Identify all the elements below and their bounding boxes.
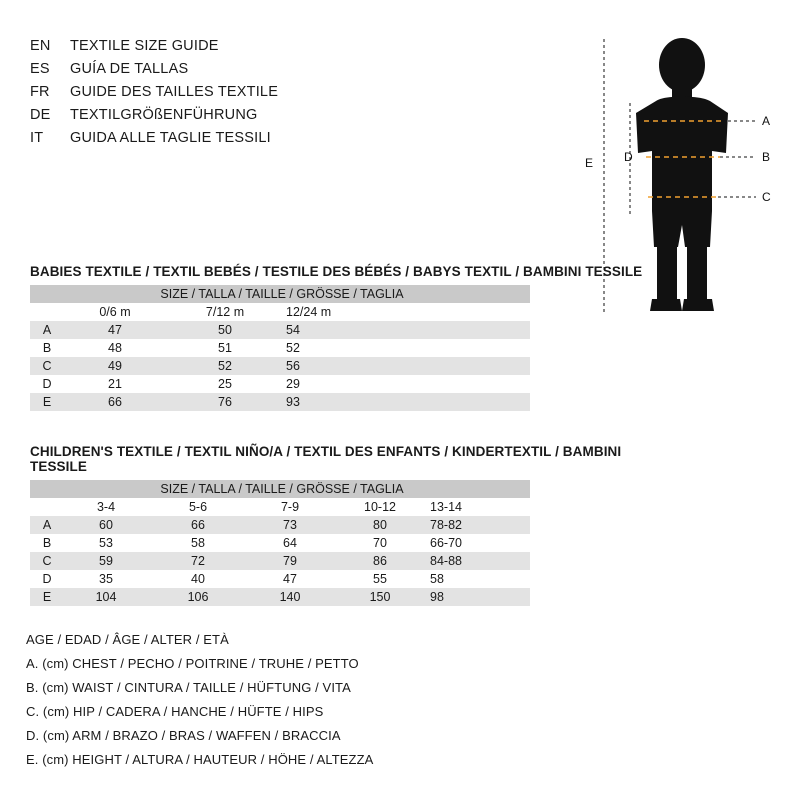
cell-value: 53	[99, 536, 113, 550]
table-row	[30, 357, 530, 375]
legend-block	[26, 628, 526, 772]
cell-value: 47	[108, 323, 122, 337]
row-label: C	[42, 554, 52, 568]
marker-label-a: A	[762, 114, 771, 128]
title-row	[30, 130, 460, 153]
table-row	[30, 321, 530, 339]
title-block	[30, 38, 460, 153]
cell-value: 58	[191, 536, 205, 550]
cell-value: 106	[187, 590, 209, 604]
cell-value: 21	[108, 377, 122, 391]
babies-section	[30, 264, 670, 411]
cell-value: 56	[286, 359, 300, 373]
cell-value: 64	[283, 536, 297, 550]
legend-line-arm: D. (cm) ARM / BRAZO / BRAS / WAFFEN / BRACCIA	[26, 728, 341, 743]
children-size-header: SIZE / TALLA / TAILLE / GRÖSSE / TAGLIA	[30, 480, 530, 498]
title-text: TEXTILE SIZE GUIDE	[70, 38, 219, 54]
cell-value: 55	[373, 572, 387, 586]
title-row	[30, 107, 460, 130]
cell-value: 49	[108, 359, 122, 373]
cell-value: 47	[283, 572, 297, 586]
legend-line-waist: B. (cm) WAIST / CINTURA / TAILLE / HÜFTUNG / VITA	[26, 680, 351, 695]
cell-value: 78-82	[430, 518, 462, 532]
cell-value: 98	[430, 590, 444, 604]
row-label: C	[42, 359, 52, 373]
cell-value: 40	[191, 572, 205, 586]
title-lang-code: ES	[30, 61, 50, 77]
cell-value: 48	[108, 341, 122, 355]
cell-value: 25	[218, 377, 232, 391]
column-header: 0/6 m	[99, 305, 131, 319]
legend-line-age: AGE / EDAD / ÂGE / ALTER / ETÀ	[26, 632, 229, 647]
marker-label-e: E	[585, 156, 594, 170]
column-header: 5-6	[188, 500, 208, 514]
marker-label-d: D	[624, 150, 633, 164]
babies-heading: BABIES TEXTILE / TEXTIL BEBÉS / TESTILE DES BÉBÉS / BABYS TEXTIL / BAMBINI TESSILE	[30, 264, 643, 279]
cell-value: 52	[286, 341, 300, 355]
column-header: 10-12	[364, 500, 396, 514]
row-label: A	[42, 518, 52, 532]
table-row	[30, 375, 530, 393]
cell-value: 79	[283, 554, 297, 568]
children-heading: CHILDREN'S TEXTILE / TEXTIL NIÑO/A / TEXTIL DES ENFANTS / KINDERTEXTIL / BAMBINI TESSILE	[30, 444, 622, 474]
title-lang-code: FR	[30, 84, 50, 100]
cell-value: 93	[286, 395, 300, 409]
title-text: TEXTILGRÖßENFÜHRUNG	[70, 107, 258, 123]
cell-value: 50	[218, 323, 232, 337]
cell-value: 35	[99, 572, 113, 586]
cell-value: 59	[99, 554, 113, 568]
cell-value: 140	[279, 590, 301, 604]
cell-value: 51	[218, 341, 232, 355]
column-header: 12/24 m	[286, 305, 332, 319]
cell-value: 84-88	[430, 554, 462, 568]
cell-value: 60	[99, 518, 113, 532]
babies-size-header: SIZE / TALLA / TAILLE / GRÖSSE / TAGLIA	[30, 285, 530, 303]
column-header: 13-14	[430, 500, 462, 514]
title-text: GUIDA ALLE TAGLIE TESSILI	[70, 130, 271, 146]
cell-value: 80	[373, 518, 387, 532]
title-row	[30, 61, 460, 84]
title-lang-code: DE	[30, 107, 51, 123]
title-row	[30, 84, 460, 107]
cell-value: 73	[283, 518, 297, 532]
cell-value: 54	[286, 323, 300, 337]
cell-value: 66	[108, 395, 122, 409]
title-text: GUIDE DES TAILLES TEXTILE	[70, 84, 279, 100]
table-row	[30, 339, 530, 357]
title-row	[30, 38, 460, 61]
table-row	[30, 588, 530, 606]
children-section	[30, 444, 670, 606]
table-row-columns	[30, 498, 530, 516]
table-row-size-header	[30, 285, 530, 303]
cell-value: 70	[373, 536, 387, 550]
row-label: B	[42, 536, 52, 550]
column-corner	[30, 498, 60, 516]
row-label: B	[42, 341, 52, 355]
row-label: A	[42, 323, 52, 337]
table-row	[30, 393, 530, 411]
cell-value: 52	[218, 359, 232, 373]
legend-line-chest: A. (cm) CHEST / PECHO / POITRINE / TRUHE / PETTO	[26, 656, 359, 671]
table-row-size-header	[30, 480, 530, 498]
table-row	[30, 552, 530, 570]
cell-value: 104	[95, 590, 117, 604]
column-header: 3-4	[96, 500, 116, 514]
legend-line-height: E. (cm) HEIGHT / ALTURA / HAUTEUR / HÖHE / ALTEZZA	[26, 752, 374, 767]
cell-value: 72	[191, 554, 205, 568]
title-lang-code: EN	[30, 38, 51, 54]
cell-value: 66	[191, 518, 205, 532]
table-row-columns	[30, 303, 530, 321]
cell-value: 150	[369, 590, 391, 604]
cell-value: 29	[286, 377, 300, 391]
cell-value: 66-70	[430, 536, 462, 550]
marker-label-c: C	[762, 190, 771, 204]
title-lang-code: IT	[30, 130, 44, 146]
column-header: 7-9	[280, 500, 300, 514]
table-row	[30, 516, 530, 534]
children-size-table	[30, 480, 530, 606]
marker-label-b: B	[762, 150, 771, 164]
cell-value: 76	[218, 395, 232, 409]
babies-size-table	[30, 285, 530, 411]
cell-value: 86	[373, 554, 387, 568]
column-corner	[30, 303, 60, 321]
column-header: 7/12 m	[205, 305, 245, 319]
row-label: D	[42, 572, 52, 586]
legend-line-hip: C. (cm) HIP / CADERA / HANCHE / HÜFTE / HIPS	[26, 704, 324, 719]
row-label: E	[42, 395, 52, 409]
table-row	[30, 570, 530, 588]
title-text: GUÍA DE TALLAS	[70, 61, 189, 77]
cell-value: 58	[430, 572, 444, 586]
row-label: E	[42, 590, 52, 604]
row-label: D	[42, 377, 52, 391]
table-row	[30, 534, 530, 552]
